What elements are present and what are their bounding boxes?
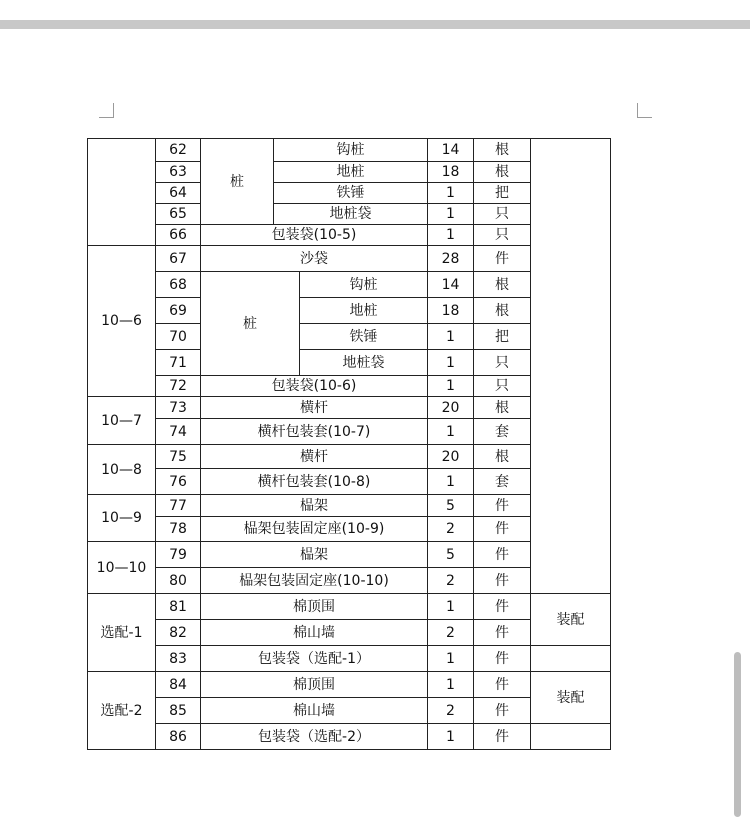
item-unit: 件 [474,724,531,750]
item-qty: 5 [428,495,474,517]
item-qty: 1 [428,204,474,225]
item-name: 榀架 [201,495,428,517]
item-name: 棉顶围 [201,672,428,698]
item-name: 横杆包装套(10-8) [201,469,428,495]
item-qty: 20 [428,397,474,419]
item-number: 76 [156,469,201,495]
item-name: 包装袋(10-6) [201,376,428,397]
item-qty: 1 [428,469,474,495]
item-unit: 件 [474,672,531,698]
item-name: 横杆 [201,445,428,469]
group-cell: 选配-2 [88,672,156,750]
table-row [88,594,611,620]
item-qty: 1 [428,419,474,445]
table-row [88,724,611,750]
item-unit: 只 [474,225,531,246]
item-name: 地桩 [274,162,428,183]
category-cell: 桩 [201,272,300,376]
item-number: 68 [156,272,201,298]
item-number: 71 [156,350,201,376]
item-qty: 18 [428,162,474,183]
item-unit: 件 [474,568,531,594]
item-qty: 2 [428,517,474,542]
item-number: 77 [156,495,201,517]
item-number: 72 [156,376,201,397]
item-qty: 1 [428,183,474,204]
item-qty: 2 [428,698,474,724]
item-number: 62 [156,139,201,162]
item-qty: 2 [428,620,474,646]
item-unit: 只 [474,350,531,376]
item-unit: 件 [474,542,531,568]
item-number: 75 [156,445,201,469]
item-qty: 1 [428,594,474,620]
item-number: 63 [156,162,201,183]
note-cell: 装配 [531,594,611,646]
item-qty: 1 [428,225,474,246]
item-number: 80 [156,568,201,594]
item-unit: 只 [474,376,531,397]
page-corner-mark-left [99,103,114,118]
item-number: 84 [156,672,201,698]
item-number: 86 [156,724,201,750]
item-unit: 套 [474,469,531,495]
item-unit: 根 [474,397,531,419]
group-cell: 10—9 [88,495,156,542]
item-number: 64 [156,183,201,204]
item-name: 铁锤 [300,324,428,350]
item-number: 82 [156,620,201,646]
item-name: 棉山墙 [201,620,428,646]
item-number: 66 [156,225,201,246]
note-cell [531,646,611,672]
note-cell: 装配 [531,672,611,724]
vertical-scrollbar[interactable] [734,652,741,817]
item-unit: 件 [474,646,531,672]
item-unit: 件 [474,246,531,272]
table-row [88,139,611,162]
category-cell: 桩 [201,139,274,225]
group-cell: 选配-1 [88,594,156,672]
item-name: 地桩 [300,298,428,324]
item-number: 70 [156,324,201,350]
item-unit: 件 [474,495,531,517]
item-name: 沙袋 [201,246,428,272]
item-name: 榀架包装固定座(10-10) [201,568,428,594]
item-qty: 14 [428,272,474,298]
item-name: 钩桩 [300,272,428,298]
top-toolbar-edge [0,20,750,29]
item-number: 81 [156,594,201,620]
item-name: 包装袋（选配-2） [201,724,428,750]
item-unit: 根 [474,272,531,298]
item-number: 73 [156,397,201,419]
item-number: 79 [156,542,201,568]
item-name: 地桩袋 [300,350,428,376]
item-number: 67 [156,246,201,272]
table-row [88,672,611,698]
item-unit: 根 [474,139,531,162]
item-name: 榀架包装固定座(10-9) [201,517,428,542]
item-unit: 件 [474,594,531,620]
item-name: 横杆 [201,397,428,419]
note-cell [531,724,611,750]
item-unit: 根 [474,445,531,469]
item-unit: 把 [474,324,531,350]
item-number: 69 [156,298,201,324]
item-qty: 1 [428,350,474,376]
item-name: 包装袋（选配-1） [201,646,428,672]
item-unit: 根 [474,298,531,324]
item-qty: 20 [428,445,474,469]
item-number: 65 [156,204,201,225]
group-cell: 10—8 [88,445,156,495]
parts-list-table [87,138,611,750]
item-name: 铁锤 [274,183,428,204]
item-number: 74 [156,419,201,445]
item-unit: 件 [474,698,531,724]
item-name: 地桩袋 [274,204,428,225]
item-number: 83 [156,646,201,672]
item-name: 横杆包装套(10-7) [201,419,428,445]
item-name: 包装袋(10-5) [201,225,428,246]
group-cell: 10—7 [88,397,156,445]
item-unit: 只 [474,204,531,225]
item-number: 78 [156,517,201,542]
item-unit: 根 [474,162,531,183]
item-qty: 2 [428,568,474,594]
item-unit: 套 [474,419,531,445]
item-qty: 1 [428,324,474,350]
group-cell: 10—10 [88,542,156,594]
table-row [88,646,611,672]
item-qty: 5 [428,542,474,568]
item-unit: 把 [474,183,531,204]
item-qty: 1 [428,672,474,698]
item-qty: 14 [428,139,474,162]
item-unit: 件 [474,620,531,646]
item-qty: 1 [428,724,474,750]
item-unit: 件 [474,517,531,542]
item-name: 钩桩 [274,139,428,162]
item-qty: 1 [428,376,474,397]
item-name: 榀架 [201,542,428,568]
group-cell: 10—6 [88,246,156,397]
item-qty: 28 [428,246,474,272]
item-number: 85 [156,698,201,724]
group-cell [88,139,156,246]
item-name: 棉顶围 [201,594,428,620]
note-cell [531,139,611,594]
item-qty: 1 [428,646,474,672]
item-name: 棉山墙 [201,698,428,724]
page-corner-mark-right [637,103,652,118]
item-qty: 18 [428,298,474,324]
